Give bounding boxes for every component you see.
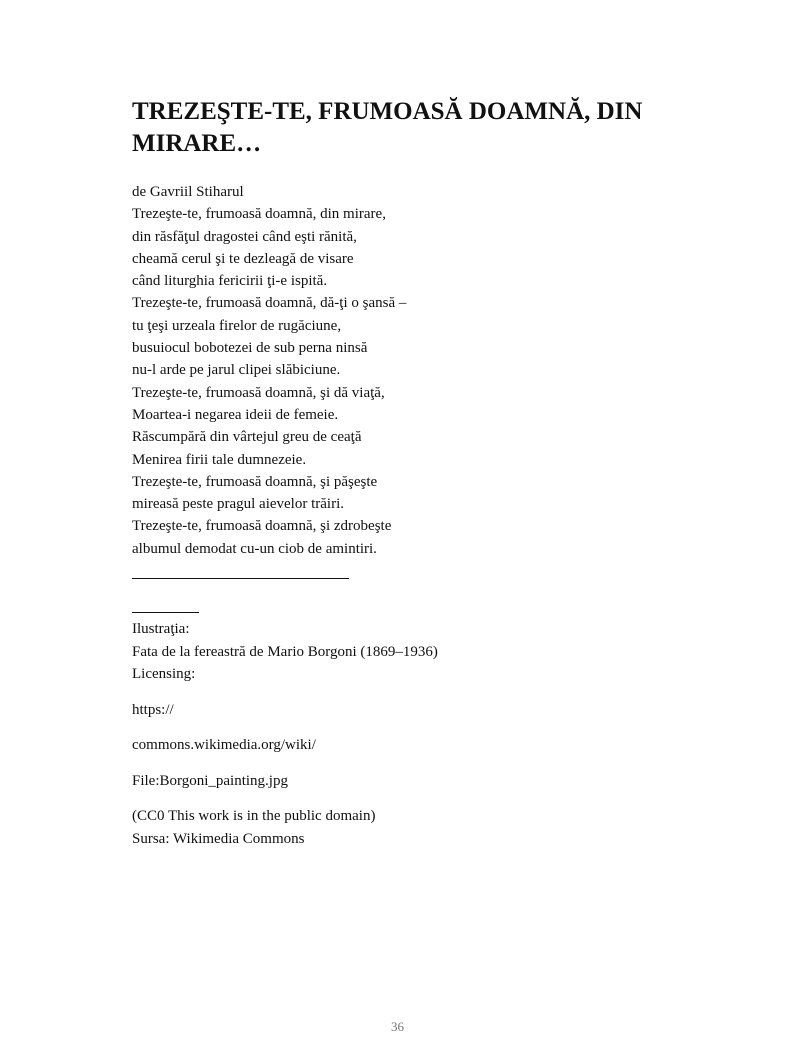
page-number: 36: [391, 1019, 404, 1034]
source-url-part: https://: [132, 701, 174, 718]
poem-line: cheamă cerul şi te dezleagă de visare: [132, 250, 354, 267]
poem-line: busuiocul bobotezei de sub perna ninsă: [132, 340, 368, 357]
license-text: (CC0 This work is in the public domain): [132, 808, 376, 824]
section-divider: [132, 578, 349, 579]
poem-line: mireasă peste pragul aievelor trăiri.: [132, 496, 344, 513]
poem-line: când liturghia fericirii ţi-e ispită.: [132, 273, 328, 290]
poem-line: nu-l arde pe jarul clipei slăbiciune.: [132, 362, 341, 379]
poem-line: din răsfăţul dragostei când eşti rănită,: [132, 228, 357, 245]
poem-line: albumul demodat cu-un ciob de amintiri.: [132, 540, 377, 557]
poem-body: [132, 181, 692, 560]
poem-line: Trezeşte-te, frumoasă doamnă, şi păşeşte: [132, 473, 378, 490]
poem-line: Trezeşte-te, frumoasă doamnă, din mirare,: [132, 206, 386, 223]
illustration-credit: Fata de la fereastră de Mario Borgoni (1869–1936): [132, 643, 438, 660]
illustration-notes: [132, 618, 692, 850]
poem-line: tu ţeşi urzeala firelor de rugăciune,: [132, 317, 342, 334]
poem-line: Răscumpără din vârtejul greu de ceaţă: [132, 429, 362, 446]
illustration-label: Ilustraţia:: [132, 621, 190, 637]
poem-line: Moartea-i negarea ideii de femeie.: [132, 406, 339, 423]
poem-line: Trezeşte-te, frumoasă doamnă, şi zdrobeşte: [132, 518, 392, 535]
footnote-divider: [132, 612, 199, 613]
poem-title: TREZEŞTE-TE, FRUMOASĂ DOAMNĂ, DIN MIRARE…: [132, 98, 643, 157]
poem-line: Menirea firii tale dumnezeie.: [132, 451, 307, 468]
licensing-label: Licensing:: [132, 666, 196, 682]
source-text: Sursa: Wikimedia Commons: [132, 830, 305, 847]
poem-line: Trezeşte-te, frumoasă doamnă, şi dă viaţă,: [132, 384, 385, 401]
source-url-part: commons.wikimedia.org/wiki/: [132, 737, 316, 753]
author-line: de Gavriil Stiharul: [132, 184, 244, 200]
source-url-part: File:Borgoni_painting.jpg: [132, 772, 288, 789]
poem-line: Trezeşte-te, frumoasă doamnă, dă-ţi o şansă –: [132, 295, 407, 312]
